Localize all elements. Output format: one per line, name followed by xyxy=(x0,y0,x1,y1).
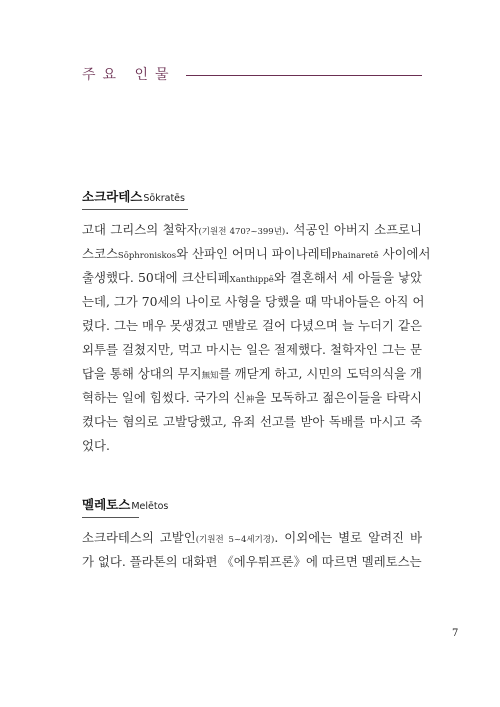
text-line xyxy=(82,410,422,434)
entry-description xyxy=(82,526,422,574)
line-text: 고대 그리스의 철학자 xyxy=(82,222,199,237)
line-text: 외투를 걸쳤지만, 먹고 마시는 일은 절제했다. 철학자인 그는 문 xyxy=(82,342,422,357)
entry-name-korean: 소크라테스 xyxy=(82,189,143,204)
entry-description xyxy=(82,218,431,458)
line-text: . 석공인 아버지 소프로니 xyxy=(285,222,422,237)
line-text: 스코스 xyxy=(82,246,118,261)
line-text: 가 없다. 플라톤의 대화편 《에우튀프론》에 따르면 멜레토스는 xyxy=(82,554,422,569)
name-underline xyxy=(82,517,139,518)
line-text: 렸다. 그는 매우 못생겼고 맨발로 걸어 다녔으며 늘 누더기 같은 xyxy=(82,318,422,333)
line-text: 소크라테스의 고발인 xyxy=(82,530,196,545)
header-rule xyxy=(186,75,422,76)
line-text: 와 결혼해서 세 아들을 낳았 xyxy=(273,270,422,285)
entry-socrates xyxy=(82,188,431,458)
entry-name xyxy=(82,496,422,516)
section-title: 주요 인물 xyxy=(82,67,176,83)
annotation-text: Sōphroniskos xyxy=(117,251,177,261)
annotation-text: Phainaretē xyxy=(331,251,379,261)
text-line xyxy=(82,434,422,458)
line-text: 답을 통해 상대의 무지 xyxy=(82,366,202,381)
annotation-text: Xanthippē xyxy=(229,275,274,285)
text-line xyxy=(82,526,422,550)
page-number: 7 xyxy=(452,628,459,639)
section-header xyxy=(82,64,422,86)
line-text: 혁하는 일에 힘썼다. 국가의 신 xyxy=(82,390,246,405)
text-line xyxy=(82,550,422,574)
annotation-text: 神 xyxy=(245,395,255,405)
entry-name-korean: 멜레토스 xyxy=(82,497,131,512)
text-line xyxy=(82,242,431,266)
entry-meletus xyxy=(82,496,422,574)
text-line xyxy=(82,290,425,314)
line-text: 와 산파인 어머니 파이나레테 xyxy=(176,246,332,261)
name-underline xyxy=(82,209,188,210)
line-text: 출생했다. 50대에 크산티페 xyxy=(82,270,230,285)
annotation-text: (기원전 470?~399년) xyxy=(198,227,286,237)
entry-name-latin: Melētos xyxy=(131,501,169,512)
text-line xyxy=(82,218,422,242)
line-text: 는데, 그가 70세의 나이로 사형을 당했을 때 막내아들은 아직 어 xyxy=(82,294,425,309)
annotation-text: 無知 xyxy=(201,371,219,381)
line-text: 었다. xyxy=(82,438,110,453)
entry-name xyxy=(82,188,422,208)
line-text: 을 모독하고 젊은이들을 타락시 xyxy=(254,390,422,405)
line-text: . 이외에는 별로 알려진 바 xyxy=(274,530,422,545)
text-line xyxy=(82,386,422,410)
text-line xyxy=(82,362,422,386)
text-line xyxy=(82,314,422,338)
line-text: 를 깨닫게 하고, 시민의 도덕의식을 개 xyxy=(218,366,422,381)
line-text: 켰다는 혐의로 고발당했고, 유죄 선고를 받아 독배를 마시고 죽 xyxy=(82,414,422,429)
line-text: 사이에서 xyxy=(378,246,431,261)
annotation-text: (기원전 5~4세기경) xyxy=(195,535,275,545)
entry-name-latin: Sōkratēs xyxy=(143,193,185,204)
text-line xyxy=(82,338,422,362)
text-line xyxy=(82,266,422,290)
